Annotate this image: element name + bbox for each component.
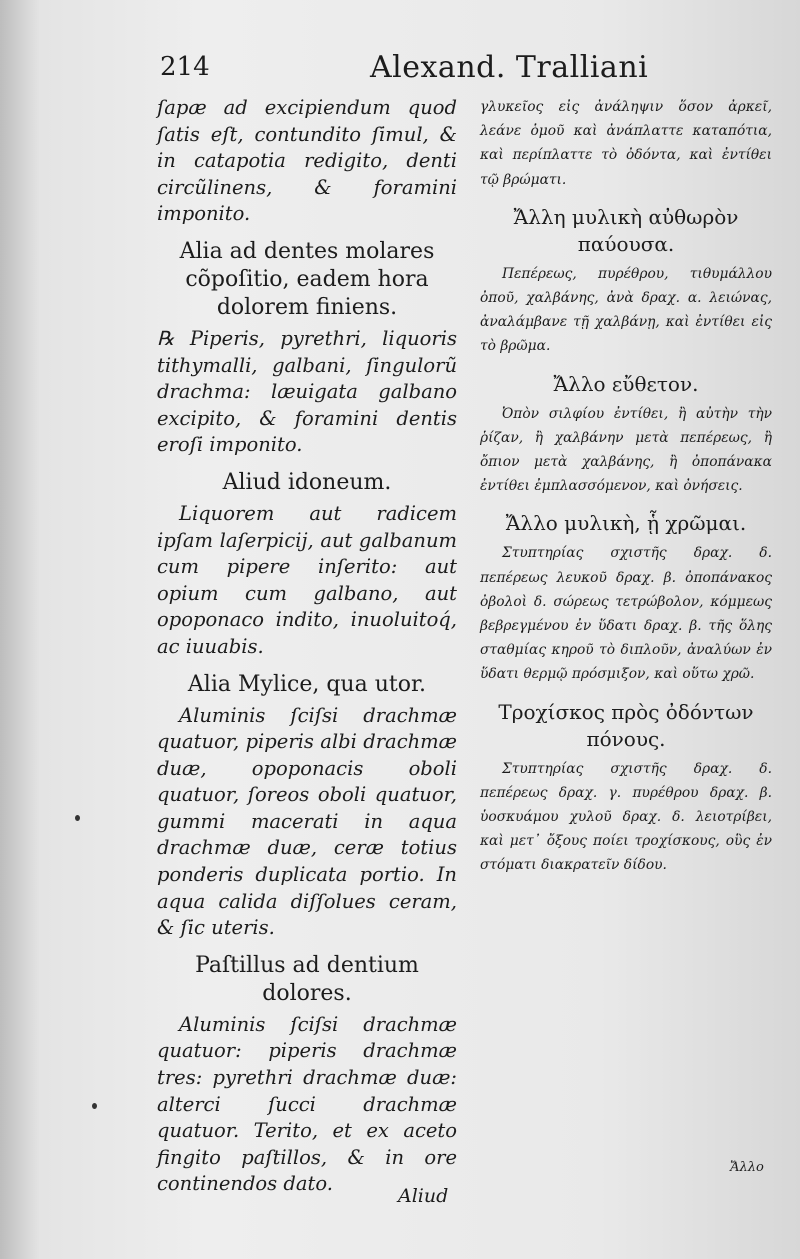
greek-paragraph: Ὀπὸν σιλφίου ἐντίθει, ἢ αὐτὴν τὴν ῥίζαν, ἢ χαλβάνην μετὰ πεπέρεως, ἢ ὄπιον μετὰ χαλβάνης, ἢ ὀποπάνακα ἐντίθει ἐμπλασσόμενον, καὶ ὀνήσεις. <box>480 405 772 495</box>
page-number: 214 <box>160 52 210 82</box>
greek-catchword: Ἄλλο <box>730 1160 764 1175</box>
ink-speck <box>92 1103 97 1109</box>
running-head: Alexand. Tralliani <box>370 50 649 85</box>
greek-paragraph: γλυκεῖος εἰς ἀνάληψιν ὅσον ἀρκεῖ, λεάνε ὁμοῦ καὶ ἀνάπλαττε καταπότια, καὶ περίπλαττε τὸ ὀδόντα, καὶ ἐντίθει τῷ βρώματι. <box>480 99 772 188</box>
latin-column <box>157 95 457 1198</box>
ink-speck <box>75 815 80 821</box>
greek-paragraph: Πεπέρεως, πυρέθρου, τιθυμάλλου ὀποῦ, χαλβάνης, ἀνὰ δραχ. α. λειώνας, ἀναλάμβανε τῇ χαλβάνῃ, καὶ ἐντίθει εἰς τὸ βρῶμα. <box>480 265 772 355</box>
greek-paragraph: Στυπτηρίας σχιστῆς δραχ. δ. πεπέρεως λευκοῦ δραχ. β. ὀποπάνακος ὀβολοὶ δ. σώρεως τετρώβολον, κόμμεως βεβρεγμένου ἐν ὕδατι δραχ. β. τῆς ὅλης σταθμίας κηροῦ τὸ διπλοῦν, ἀναλύων ἐν ὕδατι θερμῷ πρόσμιξον, καὶ οὕτω χρῶ. <box>480 545 772 683</box>
greek-column <box>480 95 772 878</box>
latin-paragraph: ℞ Piperis, pyrethri, liquoris tithymalli, galbani, ſingulorũ drachma: læuigata galbano excipito, & foramini dentis eroſi imponito. <box>157 326 457 457</box>
latin-paragraph: Aluminis ſciſsi drachmæ quatuor, piperis albi drachmæ duæ, opoponacis oboli quatuor, ſoreos oboli quatuor, gummi macerati in aqua drachmæ duæ, ceræ totius ponderis duplicata portio. In aqua calida diſſolues ceram, & ſic uteris. <box>157 703 457 940</box>
latin-heading: Alia Mylice, qua utor. <box>187 671 427 697</box>
latin-paragraph: ſapæ ad excipiendum quod ſatis eſt, contundito ſimul, & in catapotia redigito, denti circũlinens, & foramini imponito. <box>157 96 457 226</box>
greek-heading: Ἄλλο εὔθετον. <box>553 371 699 396</box>
catchword: Aliud <box>398 1185 449 1207</box>
latin-paragraph: Aluminis ſciſsi drachmæ quatuor: piperis drachmæ tres: pyrethri drachmæ duæ: alterci ſucci drachmæ quatuor. Terito, et ex aceto fingito paſtillos, & in ore continendos dato. <box>157 1012 457 1196</box>
greek-heading: Τροχίσκος πρὸς ὀδόντων πόνους. <box>498 699 754 751</box>
greek-heading: Ἄλλη μυλικὴ αὐθωρὸν παύουσα. <box>513 204 739 256</box>
latin-heading: Paſtillus ad dentium dolores. <box>195 952 419 1006</box>
latin-heading: Aliud idoneum. <box>222 469 392 495</box>
latin-heading: Alia ad dentes molares cõpoſitio, eadem hora dolorem finiens. <box>179 238 435 320</box>
greek-heading: Ἄλλο μυλικὴ, ᾗ χρῶμαι. <box>505 511 747 536</box>
greek-paragraph: Στυπτηρίας σχιστῆς δραχ. δ. πεπέρεως δραχ. γ. πυρέθρου δραχ. β. ὑοσκυάμου χυλοῦ δραχ. δ. λειοτρίβει, καὶ μετ᾽ ὄξους ποίει τροχίσκους, οὓς ἐν στόματι διακρατεῖν δίδου. <box>480 760 772 874</box>
latin-paragraph: Liquorem aut radicem ipſam laſerpicij, aut galbanum cum pipere inſerito: aut opium cum galbano, aut opoponaco indito, inuoluitoq́, ac iuuabis. <box>157 501 457 658</box>
